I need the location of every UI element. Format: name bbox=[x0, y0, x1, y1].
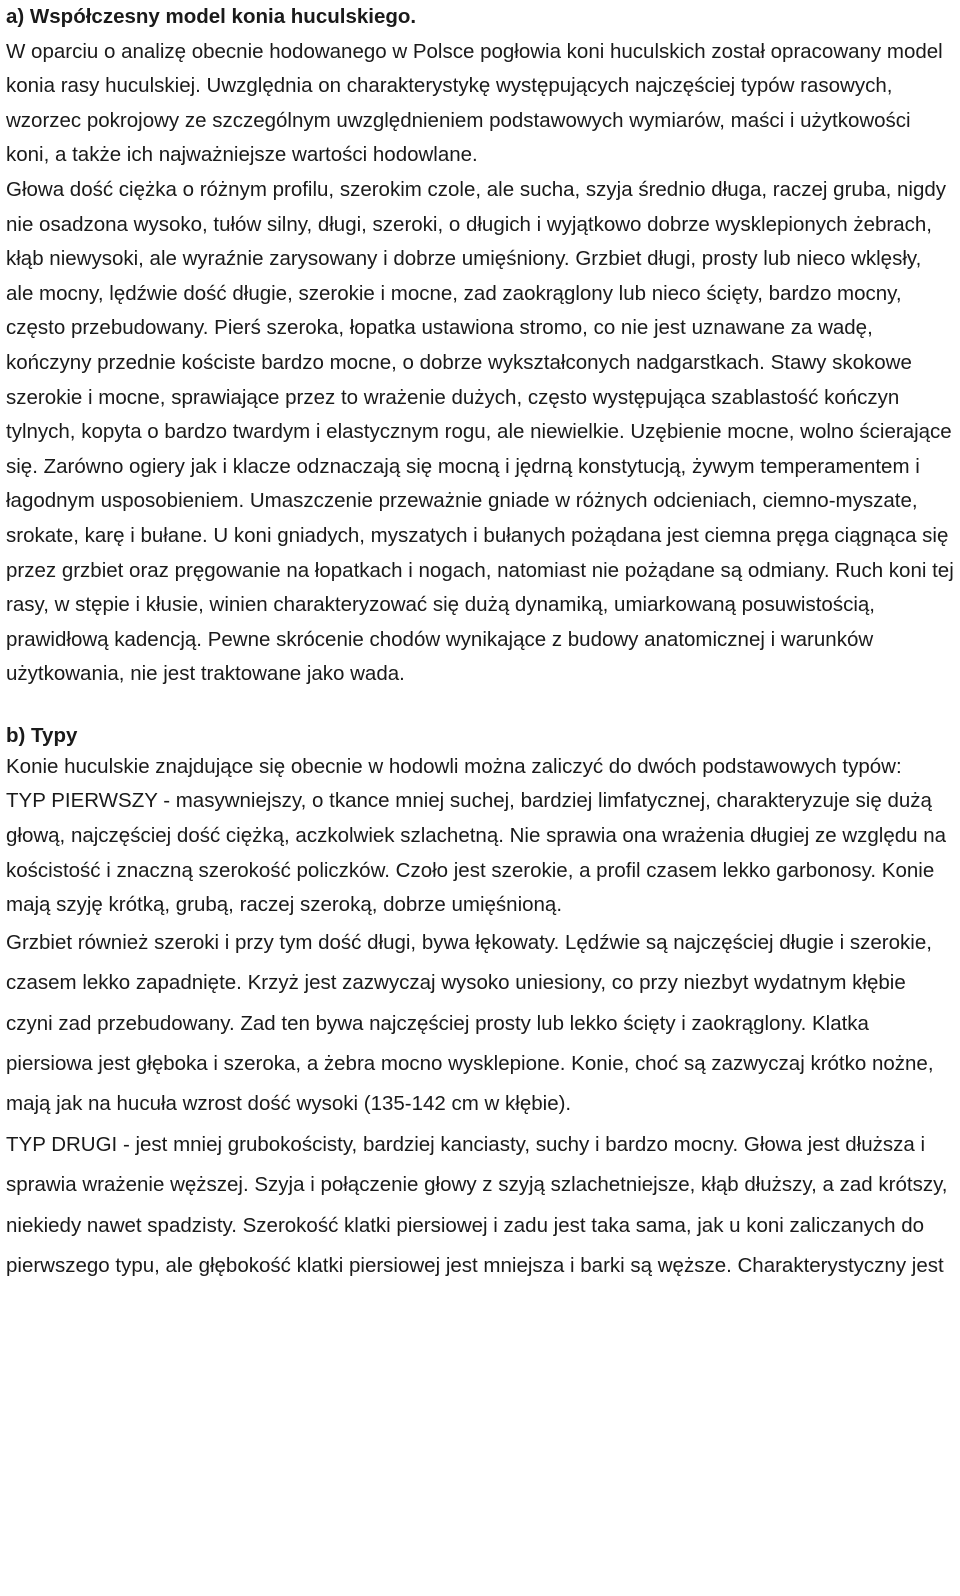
paragraph-model-intro: W oparciu o analizę obecnie hodowanego w Polsce pogłowia koni huculskich został opracowany model konia rasy huculskiej. Uwzględnia on charakterystykę występujących najczęściej typów rasowych, wzorzec pokrojowy ze szczególnym uwzględnieniem podstawowych wymiarów, maści i użytkowości koni, a także ich najważniejsze wartości hodowlane. bbox=[6, 39, 943, 167]
paragraph-types-intro: Konie huculskie znajdujące się obecnie w hodowli można zaliczyć do dwóch podstawowych typów: bbox=[6, 754, 902, 778]
document-page bbox=[6, 0, 954, 1287]
section-types bbox=[6, 721, 954, 1287]
paragraph-type-two: TYP DRUGI - jest mniej grubokościsty, bardziej kanciasty, suchy i bardzo mocny. Głowa jest dłuższa i sprawia wrażenie węższej. Szyja i połączenie głowy z szyją szlachetniejsze, kłąb dłuższy, a zad krótszy, niekiedy nawet spadzisty. Szerokość klatki piersiowej i zadu jest taka sama, jak u koni zaliczanych do pierwszego typu, ale głębokość klatki piersiowej jest mniejsza i barki są węższe. Charakterystyczny jest bbox=[6, 1132, 948, 1278]
section-modern-model bbox=[6, 0, 954, 692]
section-heading-a: a) Współczesny model konia huculskiego. bbox=[6, 5, 417, 28]
section-heading-b: b) Typy bbox=[6, 723, 78, 747]
paragraph-type-one-head: TYP PIERWSZY - masywniejszy, o tkance mniej suchej, bardziej limfatycznej, charakteryzuje się dużą głową, najczęściej dość ciężką, aczkolwiek szlachetną. Nie sprawia ona wrażenia długiej ze względu na kościstość i znaczną szerokość policzków. Czoło jest szerokie, a profil czasem lekko garbonosy. Konie mają szyję krótką, grubą, raczej szeroką, dobrze umięśnioną. bbox=[6, 789, 947, 917]
paragraph-model-description: Głowa dość ciężka o różnym profilu, szerokim czole, ale sucha, szyja średnio długa, raczej gruba, nigdy nie osadzona wysoko, tułów silny, długi, szeroki, o długich i wyjątkowo dobrze wysklepionych żebrach, kłąb niewysoki, ale wyraźnie zarysowany i dobrze umięśniony. Grzbiet długi, prosty lub nieco wklęsły, ale mocny, lędźwie dość długie, szerokie i mocne, zad zaokrąglony lub nieco ścięty, bardzo mocny, często przebudowany. Pierś szeroka, łopatka ustawiona stromo, co nie jest uznawane za wadę, kończyny przednie kościste bardzo mocne, o dobrze wykształconych nadgarstkach. Stawy skokowe szerokie i mocne, sprawiające przez to wrażenie dużych, często występująca szablastość kończyn tylnych, kopyta o bardzo twardym i elastycznym rogu, ale niewielkie. Uzębienie mocne, wolno ścierające się. Zarówno ogiery jak i klacze odznaczają się mocną i jędrną konstytucją, żywym temperamentem i łagodnym usposobieniem. Umaszczenie przeważnie gniade w różnych odcieniach, ciemno-myszate, srokate, karę i bułane. U koni gniadych, myszatych i bułanych pożądana jest ciemna pręga ciągnąca się przez grzbiet oraz pręgowanie na łopatkach i nogach, natomiast nie pożądane są odmiany. Ruch koni tej rasy, w stępie i kłusie, winien charakteryzować się dużą dynamiką, umiarkowaną posuwistością, prawidłową kadencją. Pewne skrócenie chodów wynikające z budowy anatomicznej i warunków użytkowania, nie jest traktowane jako wada. bbox=[6, 177, 954, 686]
paragraph-type-one-body: Grzbiet również szeroki i przy tym dość długi, bywa łękowaty. Lędźwie są najczęściej długie i szerokie, czasem lekko zapadnięte. Krzyż jest zazwyczaj wysoko uniesiony, co przy niezbyt wydatnym kłębie czyni zad przebudowany. Zad ten bywa najczęściej prosty lub lekko ścięty i zaokrąglony. Klatka piersiowa jest głęboka i szeroka, a żebra mocno wysklepione. Konie, choć są zazwyczaj krótko nożne, mają jak na hucuła wzrost dość wysoki (135-142 cm w kłębie). bbox=[6, 930, 934, 1116]
